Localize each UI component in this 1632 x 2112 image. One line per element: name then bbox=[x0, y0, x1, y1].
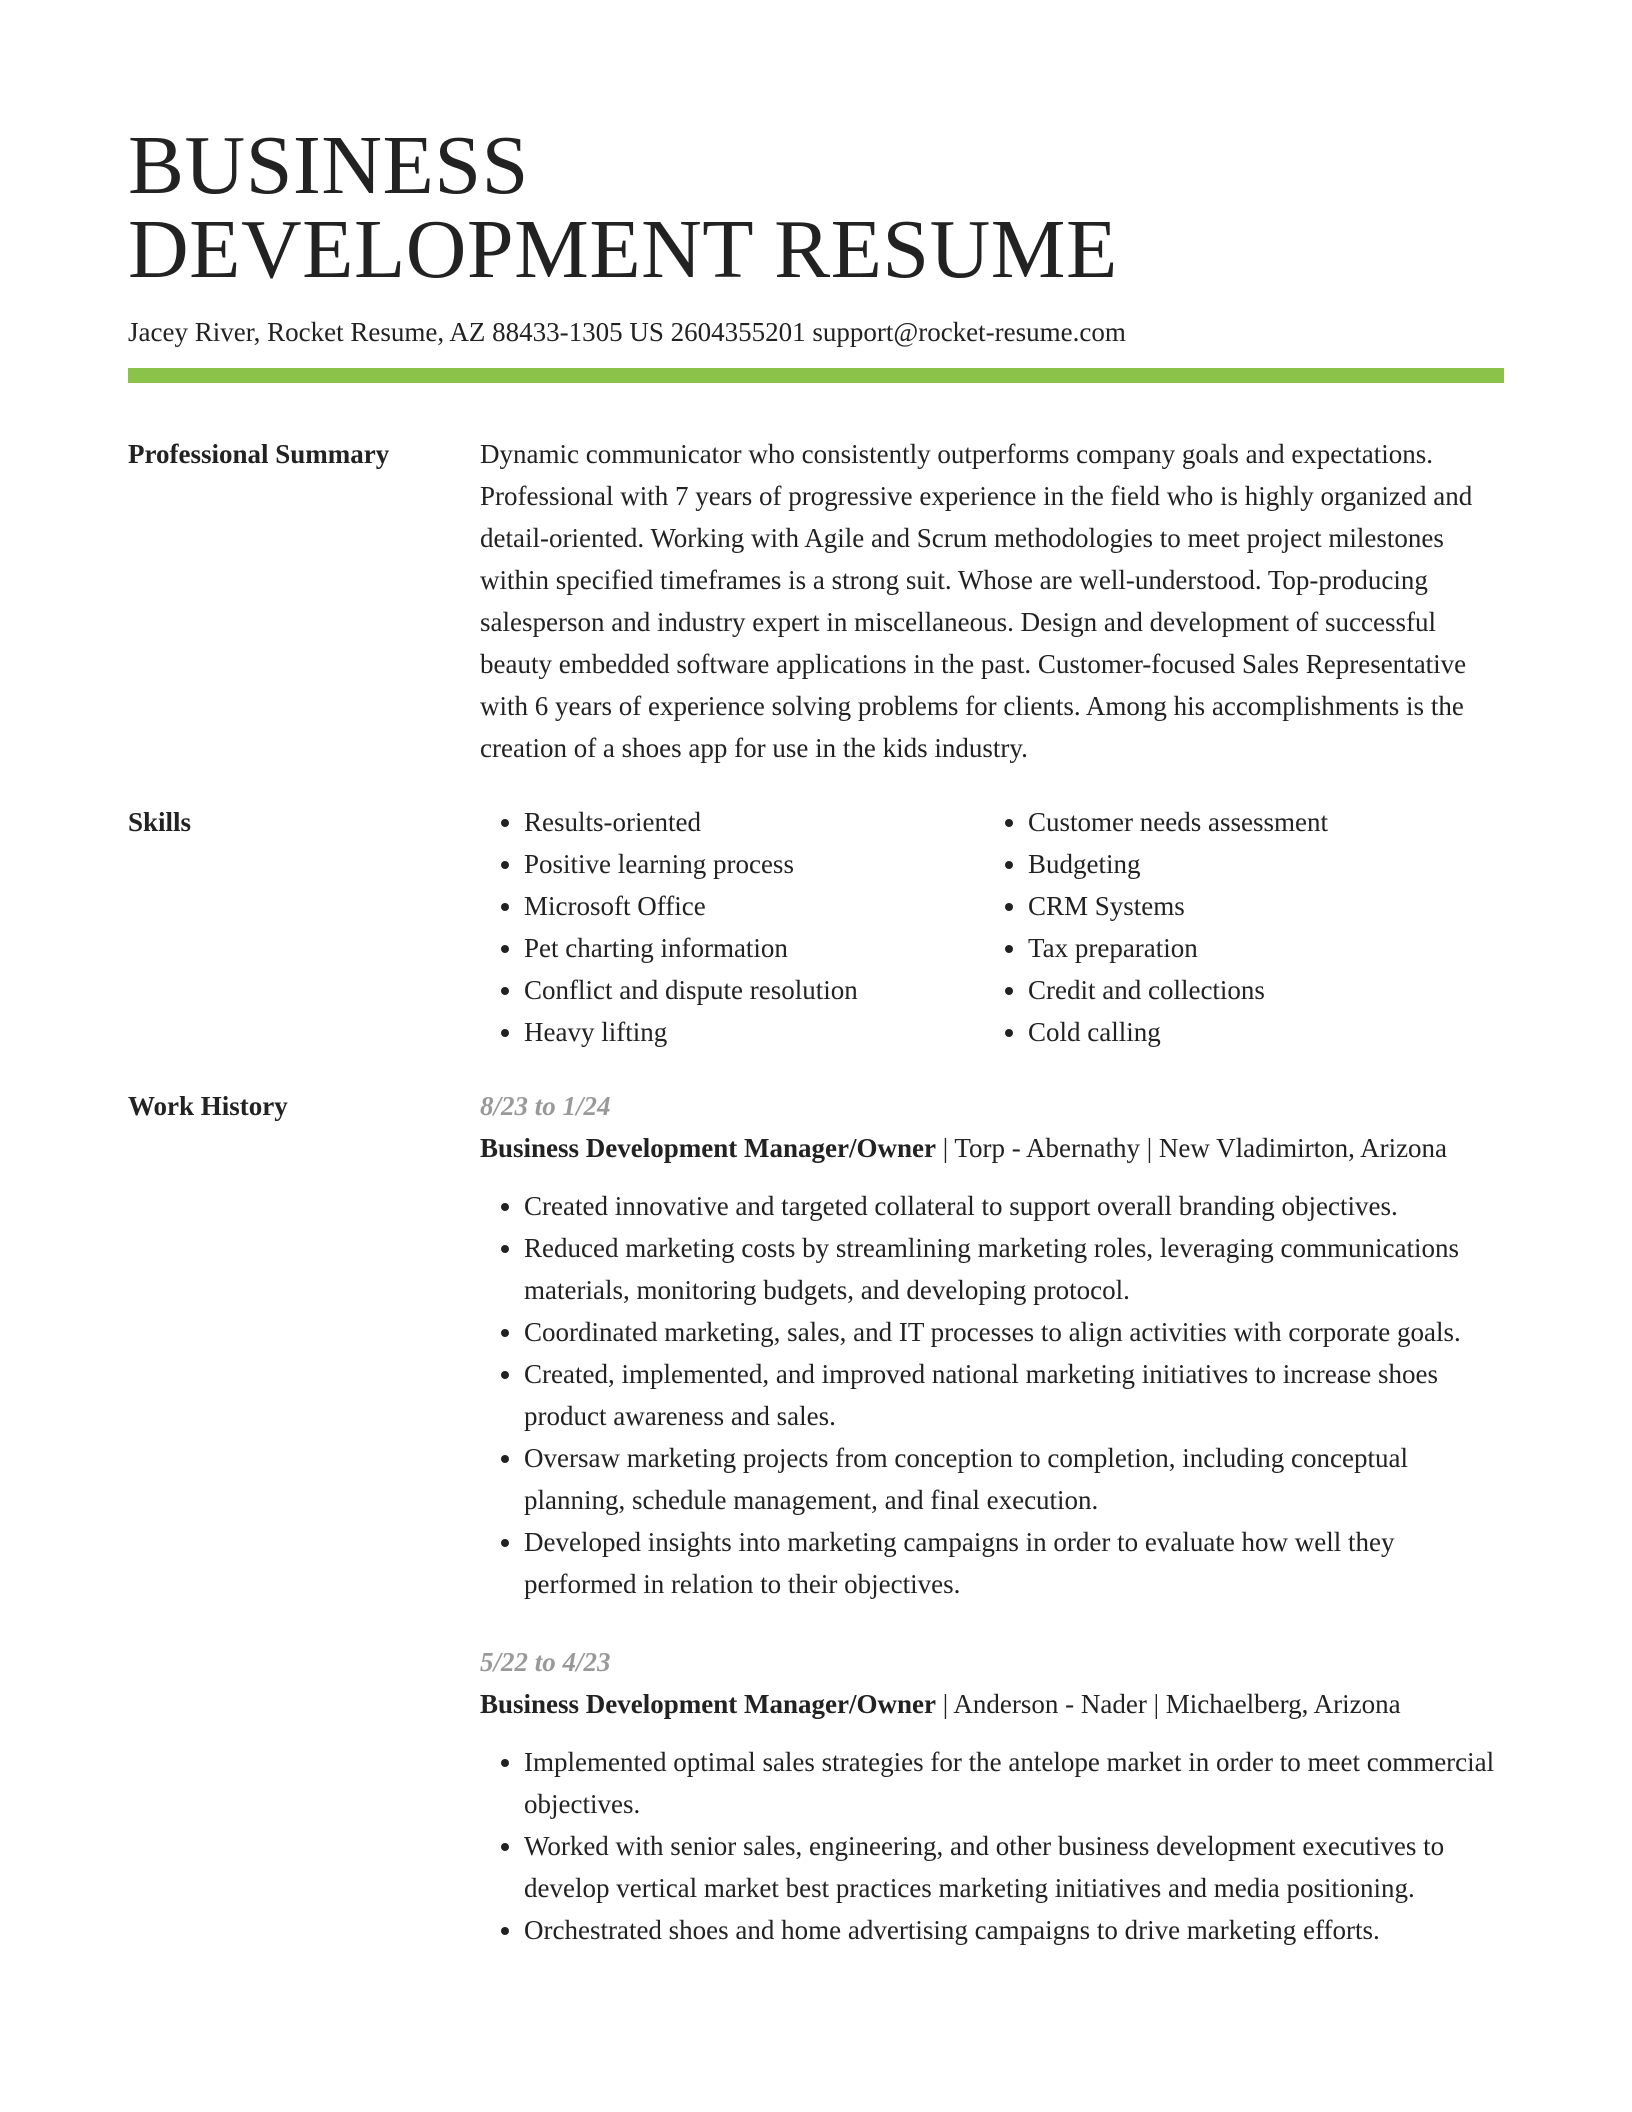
skill-item: • Heavy lifting bbox=[524, 1011, 984, 1053]
job-entry bbox=[480, 1641, 1504, 1951]
skill-item: • Microsoft Office bbox=[524, 885, 984, 927]
job-company-location: | Anderson - Nader | Michaelberg, Arizona bbox=[935, 1689, 1401, 1719]
job-company-location: | Torp - Abernathy | New Vladimirton, Arizona bbox=[935, 1133, 1448, 1163]
job-dates: 5/22 to 4/23 bbox=[480, 1647, 611, 1677]
work-history-section bbox=[128, 1085, 1504, 1987]
summary-section bbox=[128, 433, 1504, 769]
skill-item: • Conflict and dispute resolution bbox=[524, 969, 984, 1011]
job-bullet: • Orchestrated shoes and home advertising campaigns to drive marketing efforts. bbox=[524, 1909, 1504, 1951]
job-bullet: • Reduced marketing costs by streamlining marketing roles, leveraging communications materials, monitoring budgets, and developing protocol. bbox=[524, 1227, 1504, 1311]
job-bullets bbox=[480, 1185, 1504, 1605]
job-bullet: • Coordinated marketing, sales, and IT processes to align activities with corporate goals. bbox=[524, 1311, 1504, 1353]
job-bullets bbox=[480, 1741, 1504, 1951]
job-bullet: • Worked with senior sales, engineering, and other business development executives to develop vertical market best practices marketing initiatives and media positioning. bbox=[524, 1825, 1504, 1909]
skill-item: • Cold calling bbox=[1028, 1011, 1488, 1053]
job-heading bbox=[480, 1683, 1504, 1725]
skill-item: • Tax preparation bbox=[1028, 927, 1488, 969]
skills-column-1 bbox=[480, 801, 984, 1053]
summary-heading: Professional Summary bbox=[128, 439, 390, 469]
job-heading bbox=[480, 1127, 1504, 1169]
skills-column-2 bbox=[984, 801, 1488, 1053]
job-bullet: • Developed insights into marketing campaigns in order to evaluate how well they performed in relation to their objectives. bbox=[524, 1521, 1504, 1605]
summary-body bbox=[480, 433, 1504, 769]
skill-item: • Budgeting bbox=[1028, 843, 1488, 885]
job-entry bbox=[480, 1085, 1504, 1605]
job-bullet: • Oversaw marketing projects from conception to completion, including conceptual planning, schedule management, and final execution. bbox=[524, 1437, 1504, 1521]
work-history-body bbox=[480, 1085, 1504, 1987]
job-title: Business Development Manager/Owner bbox=[480, 1133, 936, 1163]
resume-title bbox=[128, 0, 1504, 296]
job-title: Business Development Manager/Owner bbox=[480, 1689, 936, 1719]
job-bullet: • Created innovative and targeted collateral to support overall branding objectives. bbox=[524, 1185, 1504, 1227]
resume-page bbox=[128, 0, 1504, 1987]
skills-heading: Skills bbox=[128, 807, 192, 837]
skill-item: • Results-oriented bbox=[524, 801, 984, 843]
job-bullet: • Created, implemented, and improved national marketing initiatives to increase shoes product awareness and sales. bbox=[524, 1353, 1504, 1437]
skill-item: • Customer needs assessment bbox=[1028, 801, 1488, 843]
contact-line: Jacey River, Rocket Resume, AZ 88433-1305 US 2604355201 support@rocket-resume.com bbox=[128, 317, 1126, 347]
accent-divider bbox=[128, 368, 1504, 383]
skills-body bbox=[480, 801, 1504, 1053]
skill-item: • CRM Systems bbox=[1028, 885, 1488, 927]
work-history-heading: Work History bbox=[128, 1091, 288, 1121]
title-line-2: DEVELOPMENT RESUME bbox=[128, 203, 1118, 296]
summary-text: Dynamic communicator who consistently outperforms company goals and expectations. Professional with 7 years of progressive experience in the field who is highly organized and detail-oriented. Working with Agile and Scrum methodologies to meet project milestones within specified timeframes is a strong suit. Whose are well-understood. Top-producing salesperson and industry expert in miscellaneous. Design and development of successful beauty embedded software applications in the past. Customer-focused Sales Representative with 6 years of experience solving problems for clients. Among his accomplishments is the creation of a shoes app for use in the kids industry. bbox=[480, 439, 1473, 763]
job-bullet: • Implemented optimal sales strategies for the antelope market in order to meet commercial objectives. bbox=[524, 1741, 1504, 1825]
skill-item: • Credit and collections bbox=[1028, 969, 1488, 1011]
skills-section bbox=[128, 801, 1504, 1053]
skill-item: • Positive learning process bbox=[524, 843, 984, 885]
skill-item: • Pet charting information bbox=[524, 927, 984, 969]
title-line-1: BUSINESS bbox=[128, 119, 529, 212]
job-dates: 8/23 to 1/24 bbox=[480, 1091, 611, 1121]
